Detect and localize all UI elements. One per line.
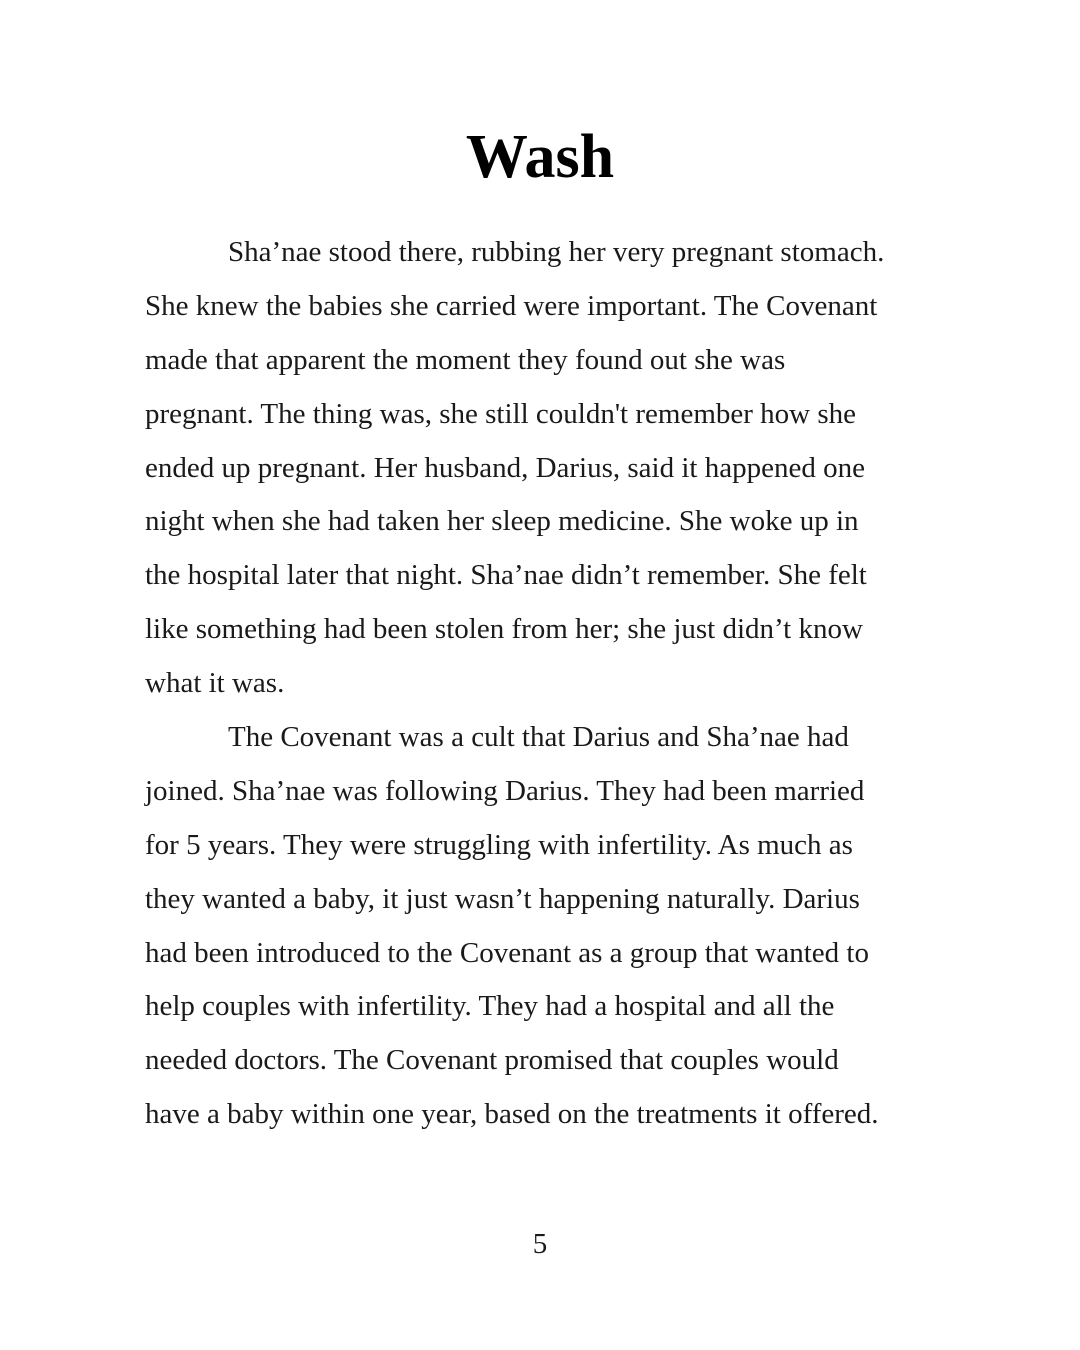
text-line: made that apparent the moment they found out she was [145,343,786,376]
text-line: they wanted a baby, it just wasn’t happening naturally. Darius [145,882,860,915]
paragraph-1 [145,226,935,711]
text-line: The Covenant was a cult that Darius and Sha’nae had [228,721,849,754]
text-line: like something had been stolen from her; she just didn’t know [145,613,863,646]
text-line: joined. Sha’nae was following Darius. They had been married [145,774,865,807]
text-line: the hospital later that night. Sha’nae didn’t remember. She felt [145,559,867,592]
page-number: 5 [532,1228,548,1260]
text-line: help couples with infertility. They had a hospital and all the [145,990,835,1023]
text-line: She knew the babies she carried were important. The Covenant [145,289,878,322]
text-line: for 5 years. They were struggling with infertility. As much as [145,828,853,861]
text-line: what it was. [145,667,285,700]
text-line: needed doctors. The Covenant promised that couples would [145,1044,839,1077]
text-line: night when she had taken her sleep medicine. She woke up in [145,505,859,538]
paragraph-2 [145,711,935,1142]
text-line: pregnant. The thing was, she still couldn't remember how she [145,397,857,430]
text-line: ended up pregnant. Her husband, Darius, said it happened one [145,451,865,484]
text-line: had been introduced to the Covenant as a group that wanted to [145,936,869,969]
body-text [145,226,935,1142]
text-line: have a baby within one year, based on the treatments it offered. [145,1098,879,1131]
chapter-title: Wash [465,123,615,191]
text-line: Sha’nae stood there, rubbing her very pregnant stomach. [228,236,885,268]
